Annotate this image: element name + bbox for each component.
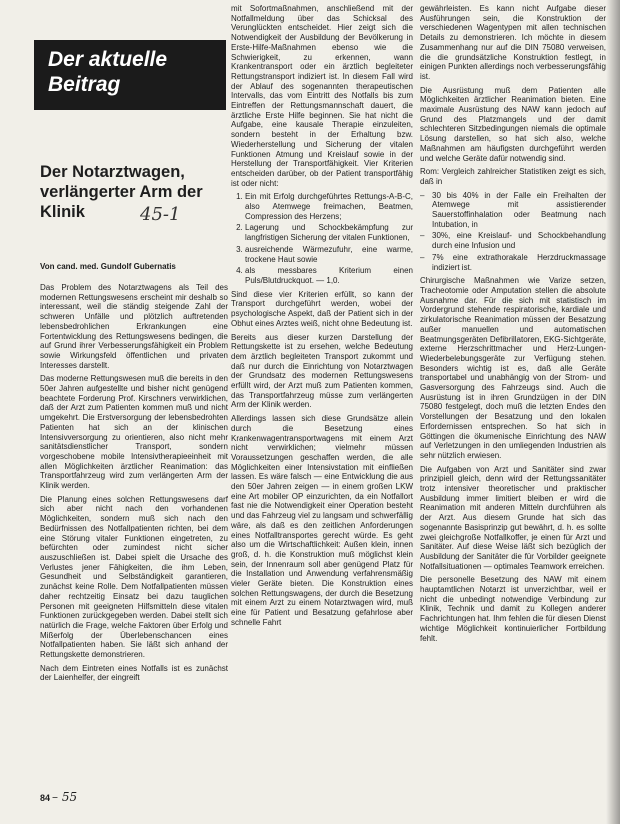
statistics-list [420,191,606,273]
page-folio [40,790,77,804]
paragraph: gewährleisten. Es kann nicht Aufgabe dieser Ausführungen sein, die Konstruktion der verschiedenen Wagentypen mit allen technischen Details zu demonstrieren. Ich möchte in diesem Zusammenhang nur auf die DIN 75080 verweisen, die die grundsätzliche Konstruktion festlegt, in einigen Punkten allerdings noch verbesserungsfähig ist. [420,4,606,81]
list-item: 2. Lagerung und Schockbekämpfung zur langfristigen Sicherung der vitalen Funktionen, [245,223,413,242]
paragraph: mit Sofortmaßnahmen, anschließend mit der Notfallmeldung über das Schicksal des Verunglückten entscheidet. Hier zeigt sich die Notwendigkeit der Ausbildung der Bevölkerung in Erste-Hilfe-Maßnahmen ebenso wie die Schwierigkeit, zu erkennen, wann Krankentransport oder ein ärztlich begleiteter Rettungstransport indiziert ist. In diesem Fall wird der Ablauf des sogenannten therapeutischen Intervalls, das vom Eintritt des Notfalls bis zum Eintreffen der Rettungsmannschaft dauert, die ärztliche Erste Hilfe beginnen. Sie hat nicht die Aufgabe, eine kausale Therapie einzuleiten, sondern besteht in der Erhaltung bzw. Wiederherstellung und Sicherung der vitalen Funktionen Atmung und Kreislauf sowie in der Herstellung der Transportfähigkeit. Vier Kriterien entscheiden darüber, ob der Patient transportfähig ist oder nicht: [231,4,413,188]
column-3 [420,4,606,804]
paragraph: Die Planung eines solchen Rettungswesens darf sich aber nicht nach den vorhandenen Möglichkeiten, sondern muß sich nach den Bedürfnissen des Notfallpatienten richten, bei dem eine Störung vitaler Funktionen eingetreten, zu befürchten oder zumindest nicht sicher auszuschließen ist. Dabei spielt die Ursache des Verlustes jener Fähigkeiten, die ihm Leben, Gesundheit und Selbständigkeit garantieren, zunächst keine Rolle. Dem Notfallpatienten müssen daher rechtzeitig Einsatz bei dazu tauglichen Personen mit geeigneten Hilfsmitteln diese vitalen Funktionen zurückgegeben werden. Dabei stellt sich natürlich die Frage, welche Faktoren über Erfolg und Mißerfolg der Überlebenschancen eines Notfallpatienten haben. Sie läßt sich anhand der Rettungskette demonstrieren. [40,494,228,660]
list-item-text: 30 bis 40% in der Falle ein Freihalten der Atemwege mit assistierender Sauerstoffinhalation oder Beatmung nach Intubation, in [432,190,606,229]
paragraph: Die Ausrüstung muß dem Patienten alle Möglichkeiten ärztlicher Reanimation bieten. Eine maximale Ausrüstung des NAW kann jedoch auf Grund des Platzmangels und der damit schlechteren Sitzbedingungen niemals die optimale Lösung darstellen, so hat sich also, welche Maßnahmen am häufigsten durchgeführt werden und welche Geräte dafür notwendig sind. [420,85,606,163]
paragraph: Sind diese vier Kriterien erfüllt, so kann der Transport durchgeführt werden, wobei der psychologische Aspekt, daß der Patient sich in der Obhut eines Arztes weiß, nicht ohne Bedeutung ist. [231,289,413,328]
paragraph: Bereits aus dieser kurzen Darstellung der Rettungskette ist zu ersehen, welche Bedeutung dem ärztlich begleiteten Transport zukommt und daß nur durch die Einrichtung von Notarztwagen der Grundsatz des modernen Rettungswesens erfüllt wird, der Arzt muß zum Patienten kommen, das Transportfahrzeug müsse zum verlängerten Arm der Klinik werden. [231,332,413,410]
bullet-dash: – [420,252,425,262]
section-banner [34,40,226,110]
paragraph: Rom: Vergleich zahlreicher Statistiken zeigt es sich, daß in [420,167,606,186]
bullet-dash: – [420,190,425,200]
list-item [420,231,606,251]
handwritten-note: 45-1 [140,204,181,225]
banner-line-2: Beitrag [48,73,121,96]
column-2 [231,4,413,804]
author-byline: Von cand. med. Gundolf Gubernatis [40,262,176,271]
paragraph: Nach dem Eintreten eines Notfalls ist es zunächst der Laienhelfer, der eingreift [40,663,228,683]
list-item-text: 7% eine extrathorakale Herzdruckmassage indiziert ist. [432,252,606,272]
paragraph: Die Aufgaben von Arzt und Sanitäter sind zwar prinzipiell gleich, denn wird der Rettungssanitäter trotz intensiver theoretischer und praktischer Ausbildung immer limitiert bleiben er wird die Reanimation mit anderen Mitteln durchführen als der Arzt. Aus diesem Grunde hat sich das sogenannte Basisprinzip gut bewährt, d. h. es sollte zwei gleichgroße Notfallkoffer, je einen für Arzt und Sanitäter. Auf diese Weise läßt sich bezüglich der Ausbildung der Sanitäter die für Vorbilder geeignete Notfallsituationen — optimales Teamwork erreichen. [420,464,606,571]
list-item [420,252,606,272]
paragraph: Die personelle Besetzung des NAW mit einem hauptamtlichen Notarzt ist unverzichtbar, weil er nicht die unbedingt notwendige Verbindung zur Klinik, Technik und damit zu Kollegen anderer Fachrichtungen hat. Ihm fehlen die für diesen Dienst wichtige Möglichkeit kontinuierlicher Fortbildung fehlt. [420,575,606,643]
banner-line-1: Der aktuelle [48,48,168,71]
paragraph: Chirurgische Maßnahmen wie Varize setzen, Tracheotomie oder Amputation stellen die absolute Ausnahme dar. Für die sich mit statistisch im Vordergrund stehende respiratorische, kardiale und zirkulatorische Reanimation müssen der Besatzung außer manuellen und automatischen Beatmungsgeräten Defibrillatoren, EKG-Sichtgeräte, externe Herzschrittmacher und Herz-Lungen-Wiederbelebungsgeräte zur Verfügung stehen. Besonders wichtig ist es, daß alle Geräte transportabel und unabhängig von der Strom- und Gasversorgung des Fahrzeugs sind. Auch die Ausrüstung ist in ihren Grundzügen in der DIN 75080 festgelegt, doch muß die letzten Endes den Vorstellungen der Besatzung und den lokalen Erfordernissen entsprechen. So hat sich in Göttingen die ökumenische Einrichtung des NAW auf Verletzungen in den umliegenden Industrien als sehr nützlich erwiesen. [420,276,606,460]
handwritten-page-mark: – 55 [52,790,78,804]
list-item [420,190,606,230]
criteria-list [231,192,413,285]
column-1 [40,283,228,781]
paragraph: Das Problem des Notarztwagens als Teil des modernen Rettungswesens erscheint mir deshalb so interessant, weil die ständig steigende Zahl der schweren Unfälle und plötzlich auftretenden lebensbedrohlichen Erkrankungen eine Fortentwicklung des Rettungswesens bedingen, die auf Grund ihrer Verbesserungsfähigkeit ein Problem sowie Wirkungsfeld öffentlichen und privaten Interesses darstellt. [40,283,228,370]
page-number: 84 [40,793,51,803]
paragraph: Allerdings lassen sich diese Grundsätze allein durch die Besetzung eines Krankenwagentransportwagens mit einem Arzt nicht verwirklichen; vielmehr müssen Voraussetzungen geschaffen werden, die alle Möglichkeiten einer Intensivstation mit einfließen lassen. Es wäre falsch — eine Entwicklung die aus den 50er Jahren zeigen — in einem großen LKW eine Art mobiler OP einzurichten, da ein Notfallort fast nie die Notwendigkeit einer Operation besteht und das Fahrzeug viel zu langsam und schwerfällig wäre, als daß es den zeitlichen Anforderungen eines Notfalltransportes gerecht würde. Es geht also um die Wirtschaftlichkeit: Außen klein, innen groß, d. h. die Konstruktion muß möglichst klein sein, der Innenraum soll aber genügend Platz für die Installation und Anwendung verfahrensmäßig vieler Geräte bieten. Die Konstruktion eines solchen Rettungswagens, der durch die Besetzung mit einem Arzt zu einem Notarztwagen wird, muß eine für Patient und Besatzung gefahrlose aber schnelle Fahrt [231,414,413,627]
article-headline: Der Notarztwagen, verlängerter Arm der Klinik [40,163,203,221]
scan-edge-shadow [606,0,620,824]
list-item-text: 30%, eine Kreislauf- und Schockbehandlung durch eine Infusion und [432,231,606,251]
list-item: 3. ausreichende Wärmezufuhr, eine warme, trockene Haut sowie [245,245,413,264]
paragraph: Das moderne Rettungswesen muß die bereits in den 50er Jahren aufgestellte und bisher nicht genügend beachtete Forderung Prof. Kirschners verwirklichen, daß der Arzt zum Patienten kommen muß und nicht umgekehrt. Die Erstversorgung der lebensbedrohten Patienten hat sich an der klinischen Intensivversorgung zu orientieren, also nicht mehr sanitätsdienstlicher Transport, sondern vorgeschobene mobile Intensivtherapieeinheit mit allen Möglichkeiten ärztlicher Reanimation: das Transportfahrzeug wird zum verlängerten Arm der Klinik werden. [40,374,228,491]
list-item: 1. Ein mit Erfolg durchgeführtes Rettungs-A-B-C, also Atemwege freimachen, Beatmen, Compression des Herzens; [245,192,413,221]
bullet-dash: – [420,231,425,241]
list-item: 4. als messbares Kriterium einen Puls/Blutdruckquot. — 1,0. [245,266,413,285]
